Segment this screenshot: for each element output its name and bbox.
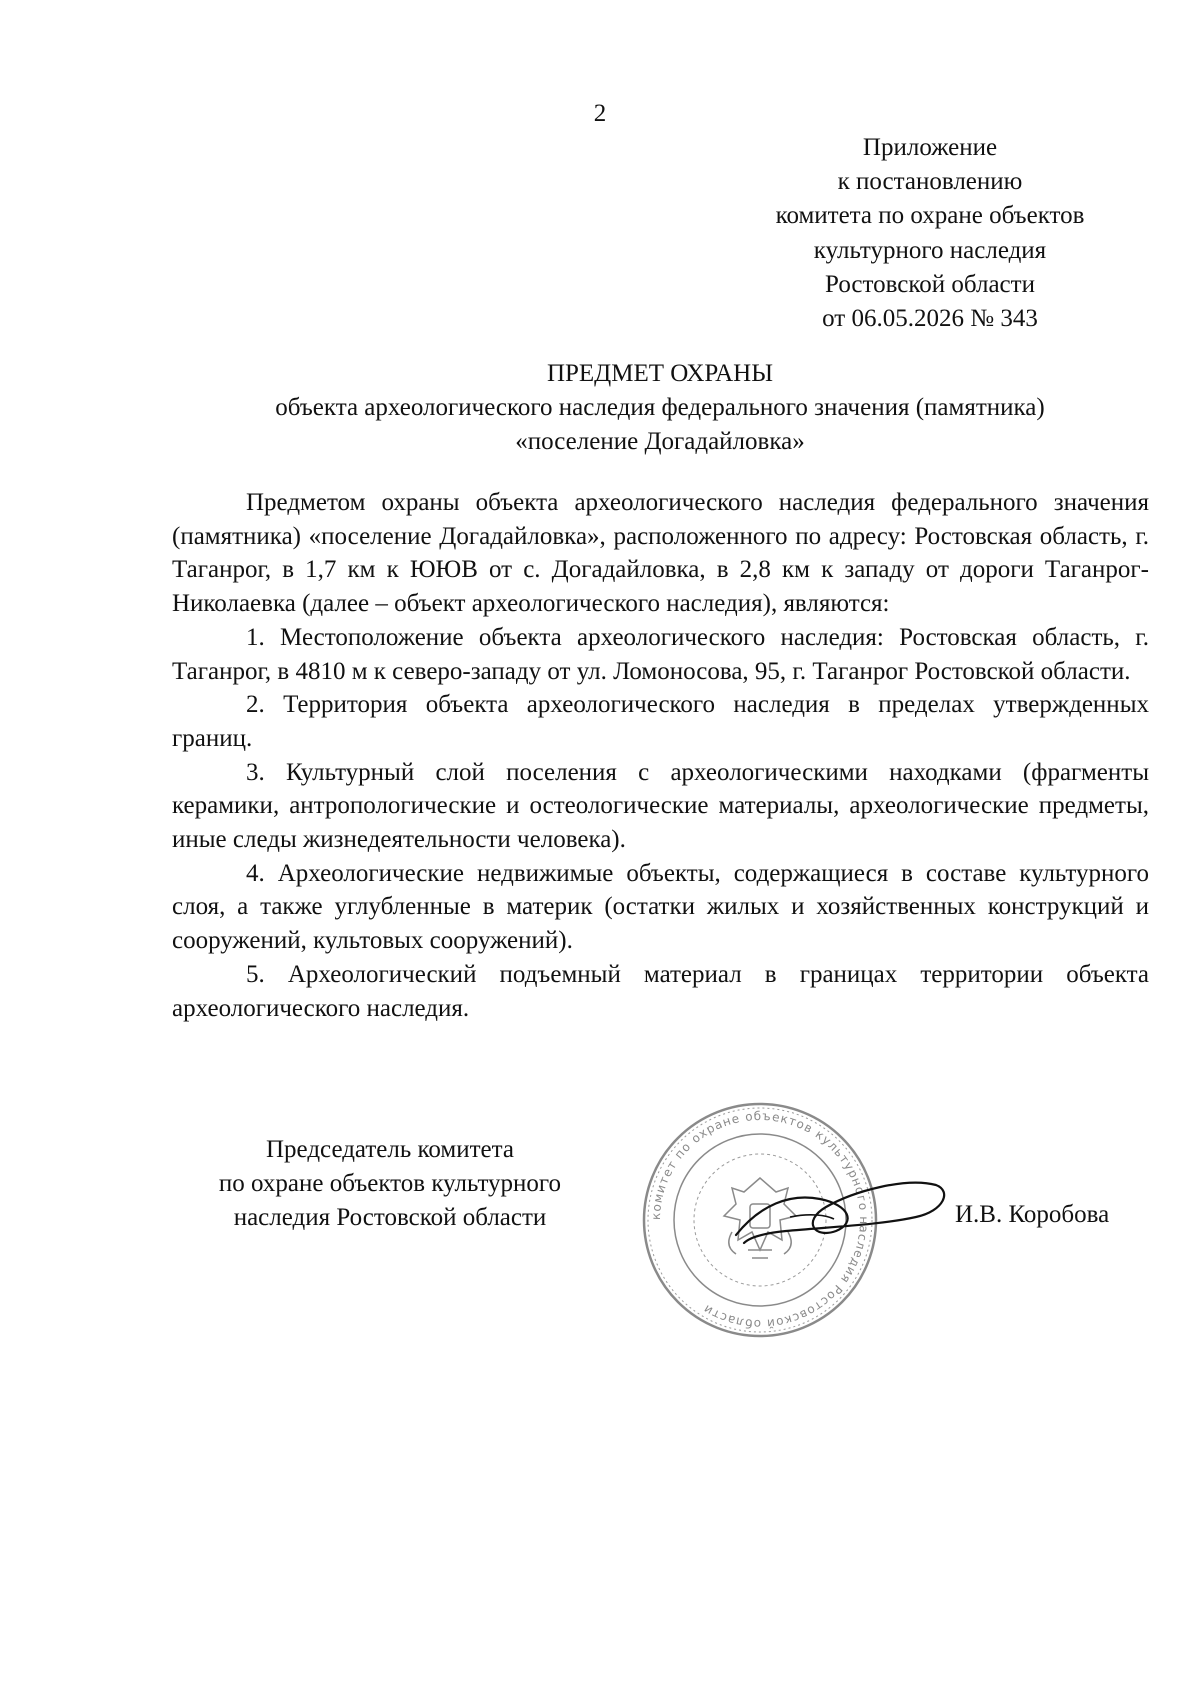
signer-position-line: Председатель комитета <box>266 1136 514 1163</box>
heading-subtitle: объекта археологического наследия федерального значения (памятника) <box>275 394 1045 421</box>
appendix-block <box>760 131 1100 336</box>
signer-position <box>180 1133 600 1235</box>
signer-position-line: по охране объектов культурного <box>218 1170 562 1197</box>
list-item-immovable-objects: 4. Археологические недвижимые объекты, содержащиеся в составе культурного слоя, а также углубленные в материк (остатки жилых и хозяйственных конструкций и сооружений, культовых сооружений). <box>172 859 1149 955</box>
list-item-territory: 2. Территория объекта археологического наследия в пределах утвержденных границ. <box>172 691 1149 752</box>
list-item-cultural-layer: 3. Культурный слой поселения с археологическими находками (фрагменты керамики, антропологические и остеологические материалы, археологические предметы, иные следы жизнедеятельности человека). <box>172 758 1149 854</box>
intro-paragraph: Предметом охраны объекта археологического наследия федерального значения (памятника) «поселение Догадайловка», расположенного по адресу: Ростовская область, г. Таганрог, в 1,7 км к ЮЮВ от с. Догадайловка, в 2,8 км к западу от дороги Таганрог-Николаевка (далее – объект археологического наследия), являются: <box>172 489 1149 618</box>
list-item-surface-material: 5. Археологический подъемный материал в границах территории объекта археологического наследия. <box>172 960 1149 1022</box>
handwritten-signature-icon <box>730 1165 950 1255</box>
heading-title: ПРЕДМЕТ ОХРАНЫ <box>546 360 774 387</box>
signer-position-line: наследия Ростовской области <box>233 1204 547 1231</box>
appendix-line: Ростовской области <box>825 270 1035 298</box>
appendix-line: культурного наследия <box>813 236 1047 264</box>
signer-name: И.В. Коробова <box>955 1201 1110 1228</box>
list-item-location: 1. Местоположение объекта археологического наследия: Ростовская область, г. Таганрог, в 4810 м к северо-западу от ул. Ломоносова, 95, г. Таганрог Ростовской области. <box>172 623 1149 685</box>
appendix-line: Приложение <box>862 134 998 161</box>
seal-outer-text: комитет по охране объектов культурного наследия Ростовской области <box>648 1108 872 1332</box>
appendix-line: комитета по охране объектов <box>775 202 1085 230</box>
page-number: 2 <box>593 100 607 127</box>
document-heading <box>170 357 1150 459</box>
heading-object-name: «поселение Догадайловка» <box>515 428 805 455</box>
appendix-date-number: от 06.05.2026 № 343 <box>822 305 1038 333</box>
document-body <box>172 486 1149 1025</box>
appendix-line: к постановлению <box>837 168 1023 196</box>
